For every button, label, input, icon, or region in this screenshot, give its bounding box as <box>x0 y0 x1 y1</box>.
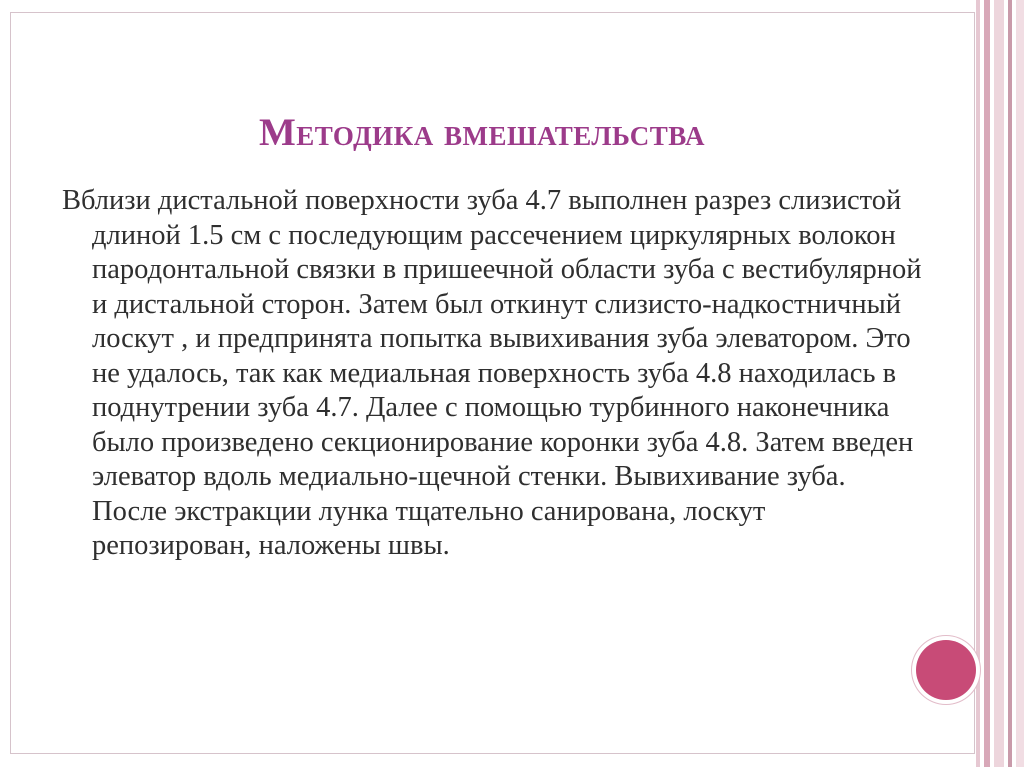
decorative-stripe <box>984 0 990 767</box>
decorative-stripe <box>1008 0 1012 767</box>
decorative-stripe <box>994 0 1004 767</box>
decorative-circle <box>916 640 976 700</box>
decorative-stripe <box>976 0 980 767</box>
decorative-stripe <box>1016 0 1024 767</box>
slide-body-text: Вблизи дистальной поверхности зуба 4.7 выполнен разрез слизистой длиной 1.5 см с последующим рассечением циркулярных волокон пародонтальной связки в пришеечной области зуба с вестибулярной и дистальной сторон. Затем был откинут слизисто-надкостничный лоскут , и предпринята попытка вывихивания зуба элеватором. Это не удалось, так как медиальная поверхность зуба 4.8 находилась в поднутрении зуба 4.7. Далее с помощью турбинного наконечника было произведено секционирование коронки зуба 4.8. Затем введен элеватор вдоль медиально-щечной стенки. Вывихивание зуба. После экстракции лунка тщательно санирована, лоскут репозирован, наложены швы. <box>62 185 922 561</box>
slide-title: Методика вмешательства <box>258 111 706 155</box>
